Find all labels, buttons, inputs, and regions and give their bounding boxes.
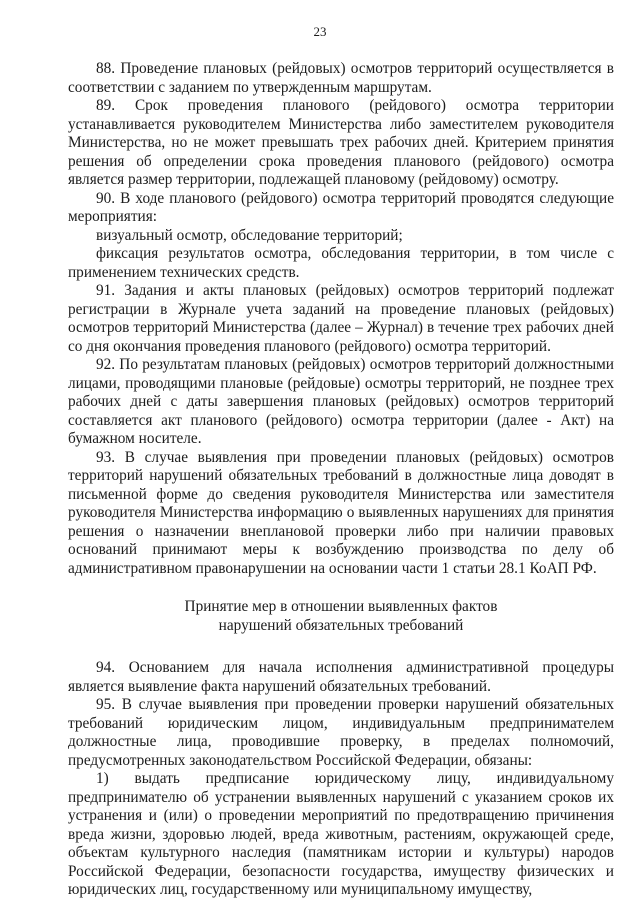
paragraph-90-item-visual-inspection: визуальный осмотр, обследование территорий; (96, 226, 403, 244)
paragraph-94: 94. Основанием для начала исполнения административной процедуры является выявление факта нарушений обязательных требований. (68, 659, 614, 695)
page-number: 23 (313, 24, 327, 39)
paragraph-89: 89. Срок проведения планового (рейдового) осмотра территории устанавливается руководителем Министерства либо заместителем руководителя Министерства, но не может превышать трех рабочих дней. Критерием принятия решения об определении срока проведения планового (рейдового) осмотра является размер территории, подлежащей плановому (рейдовому) осмотру. (68, 97, 614, 188)
paragraph-90-item-recording-results: фиксация результатов осмотра, обследования территории, в том числе с применением технических средств. (68, 245, 614, 281)
section-heading-line-2: нарушений обязательных требований (218, 616, 464, 634)
paragraph-95: 95. В случае выявления при проведении проверки нарушений обязательных требований юридическим лицом, индивидуальным предпринимателем должностные лица, проводившие проверку, в пределах полномочий, предусмотренных законодательством Российской Федерации, обязаны: (68, 696, 614, 769)
paragraph-91: 91. Задания и акты плановых (рейдовых) осмотров территорий подлежат регистрации в Журнале учета заданий на проведение плановых (рейдовых) осмотров территорий Министерства (далее – Журнал) в течение трех рабочих дней со дня окончания проведения планового (рейдового) осмотра территорий. (68, 282, 614, 355)
paragraph-88: 88. Проведение плановых (рейдовых) осмотров территорий осуществляется в соответствии с заданием по утвержденным маршрутам. (68, 60, 614, 96)
paragraph-95-item-1: 1) выдать предписание юридическому лицу, индивидуальному предпринимателю об устранении выявленных нарушений с указанием сроков их устранения и (или) о проведении мероприятий по предотвращению причинения вреда жизни, здоровью людей, вреда животным, растениям, окружающей среде, объектам культурного наследия (памятникам истории и культуры) народов Российской Федерации, безопасности государства, имуществу физических и юридических лиц, государственному или муниципальному имуществу, (68, 770, 614, 898)
section-heading-line-1: Принятие мер в отношении выявленных фактов (184, 598, 498, 615)
paragraph-90: 90. В ходе планового (рейдового) осмотра территорий проводятся следующие мероприятия: (68, 189, 614, 225)
paragraph-92: 92. По результатам плановых (рейдовых) осмотров территорий должностными лицами, проводящими плановые (рейдовые) осмотры территорий, не позднее трех рабочих дней с даты завершения плановых (рейдовых) осмотров территорий составляется акт планового (рейдового) осмотра территории (далее - Акт) на бумажном носителе. (68, 356, 614, 447)
paragraph-93: 93. В случае выявления при проведении плановых (рейдовых) осмотров территорий нарушений обязательных требований в должностные лица доводят в письменной форме до сведения руководителя Министерства или заместителя руководителя Министерства информацию о выявленных нарушениях для принятия решения о назначении внеплановой проверки либо при наличии правовых оснований принимают меры к возбуждению производства по делу об административном правонарушении на основании части 1 статьи 28.1 КоАП РФ. (68, 448, 614, 577)
document-body (68, 60, 614, 900)
section-heading (68, 598, 614, 635)
